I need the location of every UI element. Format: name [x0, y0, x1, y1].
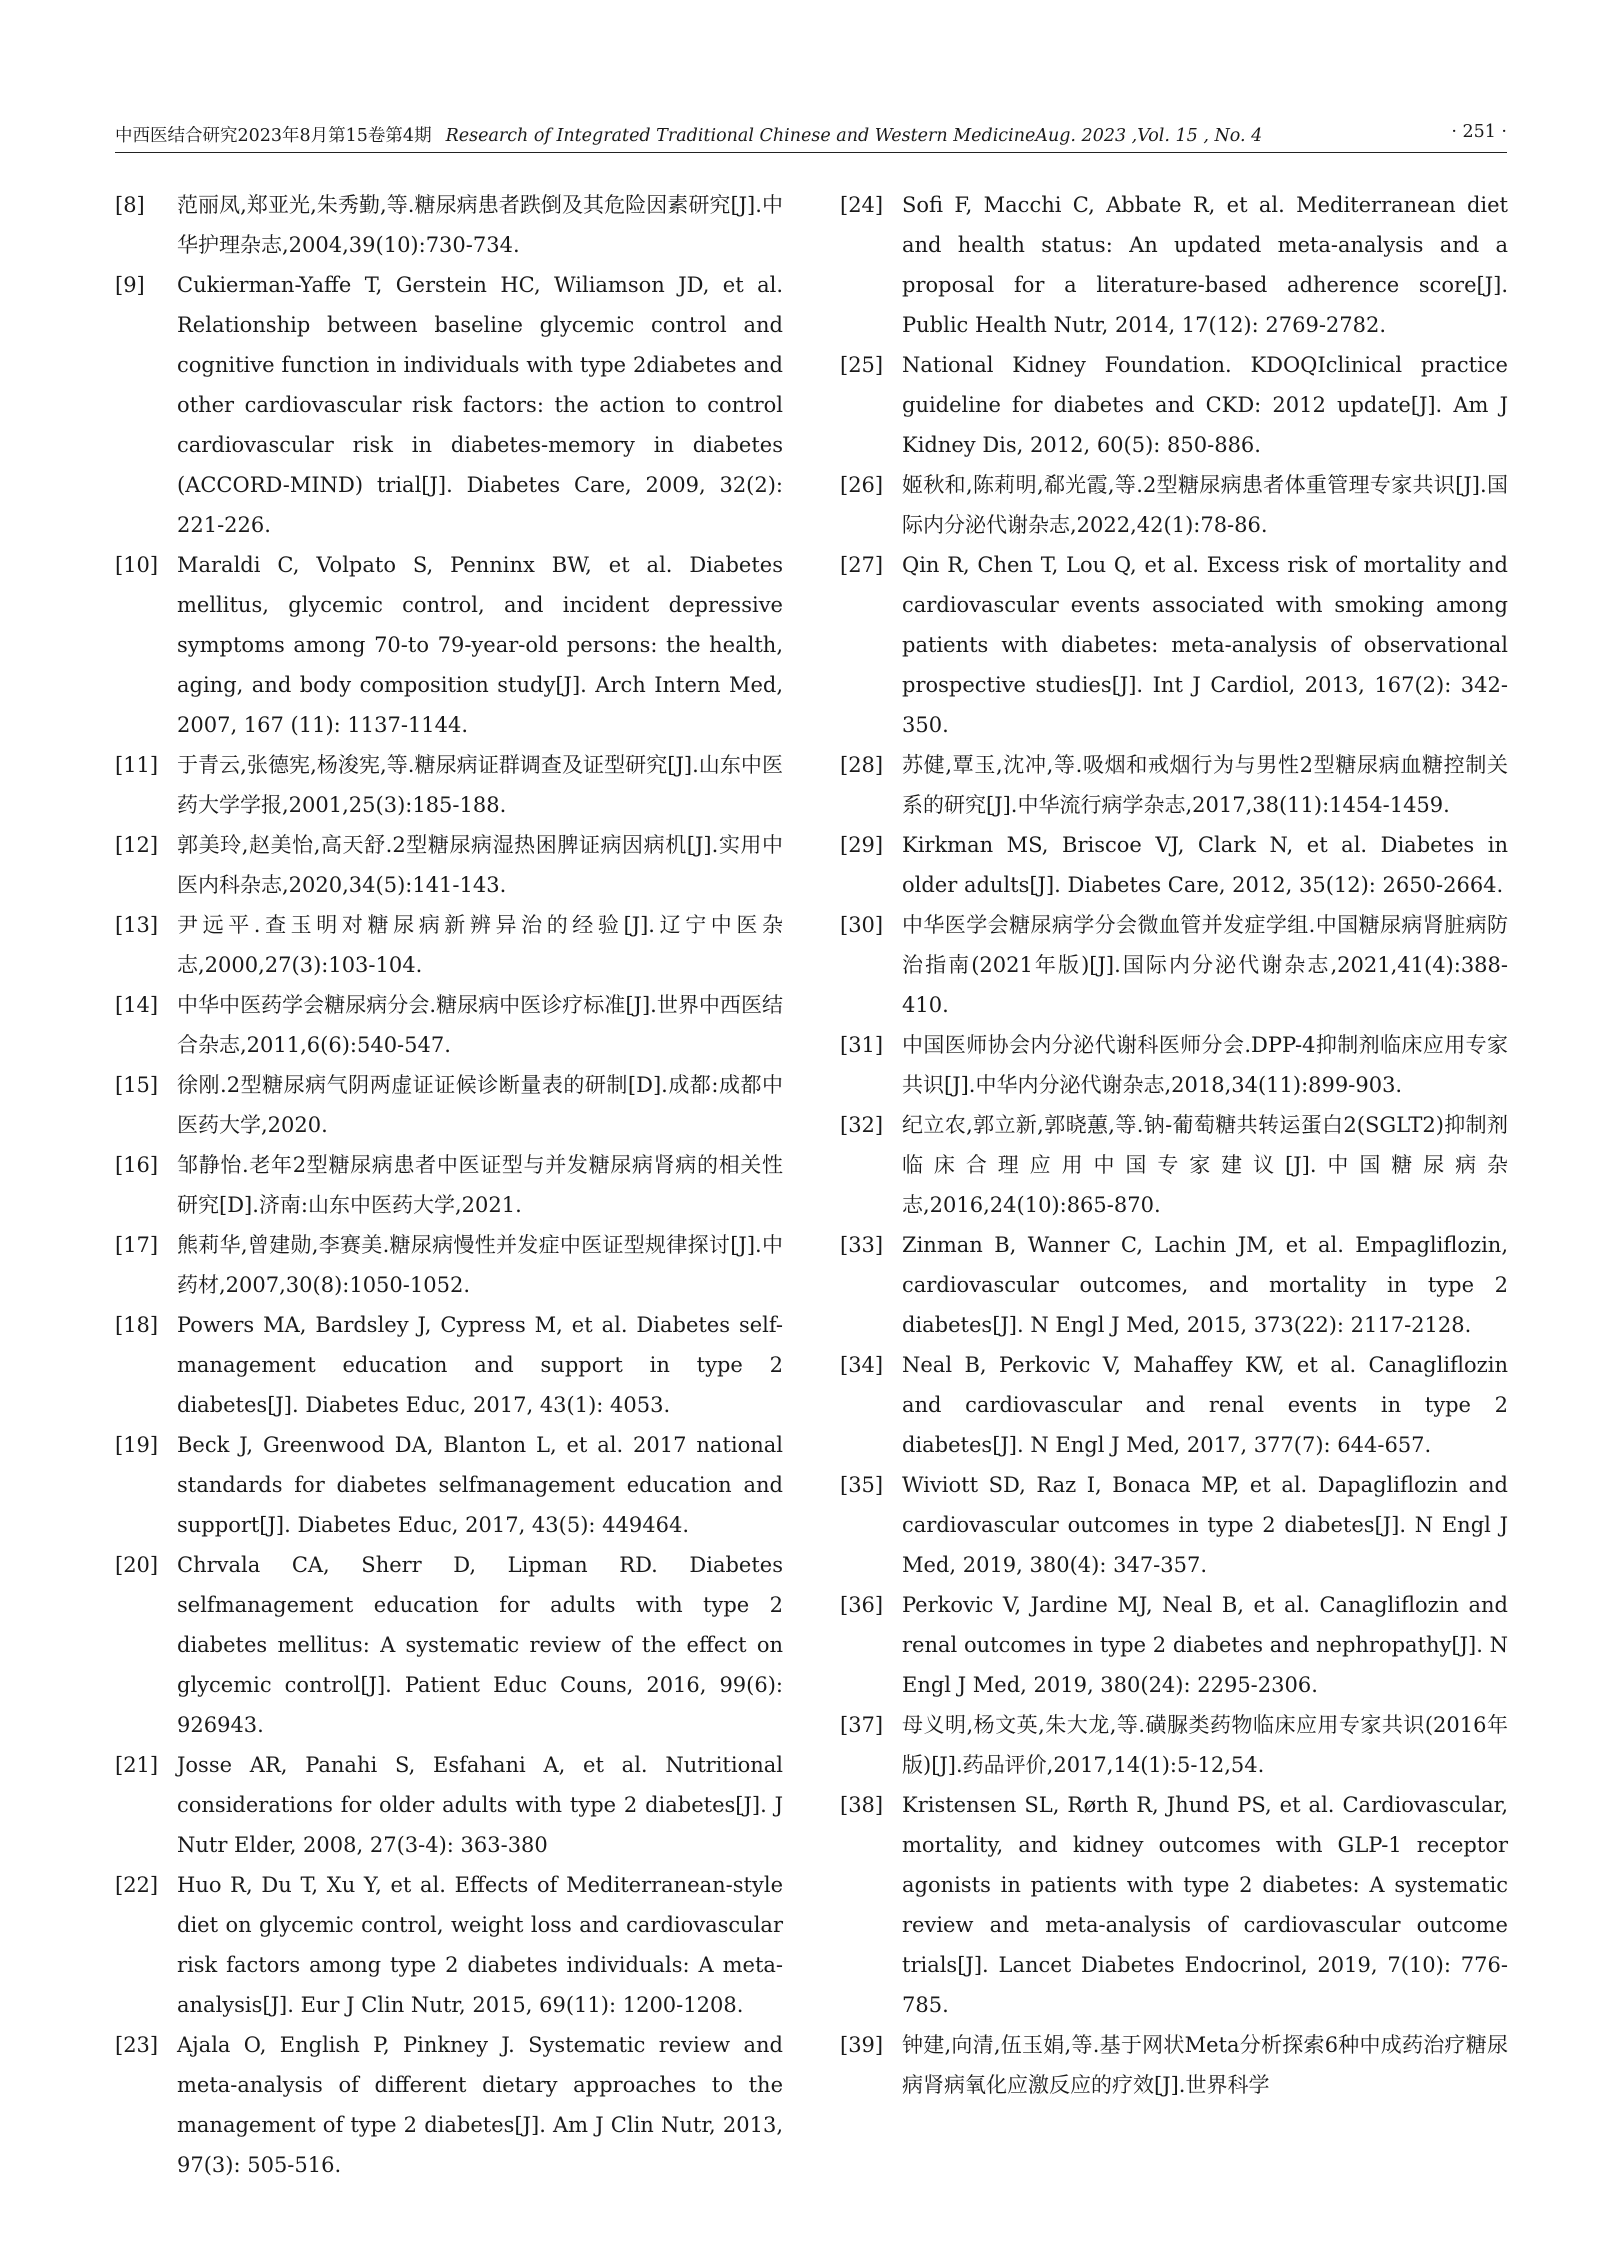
- reference-text: 母义明,杨文英,朱大龙,等.磺脲类药物临床应用专家共识(2016年版)[J].药品评价,2017,14(1):5-12,54.: [902, 1713, 1508, 1777]
- reference-text: Kristensen SL, Rørth R, Jhund PS, et al. Cardiovascular, mortality, and kidney outcomes with GLP-1 receptor agonists in patients with type 2 diabetes: A systematic review and meta-analysis of cardiovascular outcome trials[J]. Lancet Diabetes Endocrinol, 2019, 7(10): 776-785.: [902, 1793, 1508, 2017]
- reference-item: [115, 2025, 783, 2185]
- reference-text: 徐刚.2型糖尿病气阴两虚证证候诊断量表的研制[D].成都:成都中医药大学,2020.: [177, 1073, 783, 1137]
- reference-text: Sofi F, Macchi C, Abbate R, et al. Mediterranean diet and health status: An updated meta-analysis and a proposal for a literature-based adherence score[J]. Public Health Nutr, 2014, 17(12): 2769-2782.: [902, 193, 1508, 337]
- reference-item: [115, 745, 783, 825]
- reference-text: Kirkman MS, Briscoe VJ, Clark N, et al. Diabetes in older adults[J]. Diabetes Care, 2012, 35(12): 2650-2664.: [902, 833, 1508, 897]
- reference-text: Maraldi C, Volpato S, Penninx BW, et al. Diabetes mellitus, glycemic control, and incident depressive symptoms among 70-to 79-year-old persons: the health, aging, and body composition study[J]. Arch Intern Med, 2007, 167 (11): 1137-1144.: [177, 553, 783, 737]
- reference-number: [19]: [115, 1433, 159, 1457]
- reference-text: 姬秋和,陈莉明,郗光霞,等.2型糖尿病患者体重管理专家共识[J].国际内分泌代谢杂志,2022,42(1):78-86.: [902, 473, 1508, 537]
- reference-text: Powers MA, Bardsley J, Cypress M, et al. Diabetes self-management education and support in type 2 diabetes[J]. Diabetes Educ, 2017, 43(1): 4053.: [177, 1313, 783, 1417]
- reference-item: [840, 1465, 1508, 1585]
- reference-text: 郭美玲,赵美怡,高天舒.2型糖尿病湿热困脾证病因病机[J].实用中医内科杂志,2020,34(5):141-143.: [177, 833, 783, 897]
- reference-number: [16]: [115, 1153, 159, 1177]
- references-left-column: [115, 185, 783, 2185]
- reference-item: [115, 1865, 783, 2025]
- reference-item: [840, 825, 1508, 905]
- reference-number: [34]: [840, 1353, 884, 1377]
- reference-text: 范丽凤,郑亚光,朱秀勤,等.糖尿病患者跌倒及其危险因素研究[J].中华护理杂志,2004,39(10):730-734.: [177, 193, 783, 257]
- reference-item: [115, 1545, 783, 1745]
- reference-text: 于青云,张德宪,杨浚宪,等.糖尿病证群调查及证型研究[J].山东中医药大学学报,2001,25(3):185-188.: [177, 753, 783, 817]
- reference-number: [12]: [115, 833, 159, 857]
- reference-text: National Kidney Foundation. KDOQIclinical practice guideline for diabetes and CKD: 2012 update[J]. Am J Kidney Dis, 2012, 60(5): 850-886.: [902, 353, 1508, 457]
- reference-text: 中国医师协会内分泌代谢科医师分会.DPP-4抑制剂临床应用专家共识[J].中华内分泌代谢杂志,2018,34(11):899-903.: [902, 1033, 1508, 1097]
- reference-number: [18]: [115, 1313, 159, 1337]
- reference-text: Beck J, Greenwood DA, Blanton L, et al. 2017 national standards for diabetes selfmanagement education and support[J]. Diabetes Educ, 2017, 43(5): 449464.: [177, 1433, 783, 1537]
- reference-number: [38]: [840, 1793, 884, 1817]
- reference-item: [840, 1025, 1508, 1105]
- reference-text: Qin R, Chen T, Lou Q, et al. Excess risk of mortality and cardiovascular events associated with smoking among patients with diabetes: meta-analysis of observational prospective studies[J]. Int J Cardiol, 2013, 167(2): 342-350.: [902, 553, 1508, 737]
- reference-number: [15]: [115, 1073, 159, 1097]
- reference-number: [29]: [840, 833, 884, 857]
- references-right-column: [840, 185, 1508, 2105]
- reference-item: [115, 985, 783, 1065]
- page-number: · 251 ·: [1451, 122, 1507, 142]
- reference-item: [840, 1225, 1508, 1345]
- journal-title: [115, 122, 1262, 147]
- reference-item: [115, 545, 783, 745]
- reference-text: Wiviott SD, Raz I, Bonaca MP, et al. Dapagliflozin and cardiovascular outcomes in type 2 diabetes[J]. N Engl J Med, 2019, 380(4): 347-357.: [902, 1473, 1508, 1577]
- reference-text: 中华中医药学会糖尿病分会.糖尿病中医诊疗标准[J].世界中西医结合杂志,2011,6(6):540-547.: [177, 993, 783, 1057]
- reference-number: [8]: [115, 193, 145, 217]
- reference-item: [840, 1705, 1508, 1785]
- reference-item: [840, 465, 1508, 545]
- reference-item: [115, 1305, 783, 1425]
- reference-number: [30]: [840, 913, 884, 937]
- reference-number: [33]: [840, 1233, 884, 1257]
- reference-item: [840, 1105, 1508, 1225]
- reference-number: [10]: [115, 553, 159, 577]
- reference-item: [840, 345, 1508, 465]
- reference-item: [115, 825, 783, 905]
- reference-number: [13]: [115, 913, 159, 937]
- reference-number: [23]: [115, 2033, 159, 2057]
- reference-text: 熊莉华,曾建勋,李赛美.糖尿病慢性并发症中医证型规律探讨[J].中药材,2007,30(8):1050-1052.: [177, 1233, 783, 1297]
- reference-text: Chrvala CA, Sherr D, Lipman RD. Diabetes selfmanagement education for adults with type 2 diabetes mellitus: A systematic review of the effect on glycemic control[J]. Patient Educ Couns, 2016, 99(6): 926943.: [177, 1553, 783, 1737]
- running-header: [115, 118, 1507, 153]
- reference-text: 中华医学会糖尿病学分会微血管并发症学组.中国糖尿病肾脏病防治指南(2021年版)[J].国际内分泌代谢杂志,2021,41(4):388-410.: [902, 913, 1508, 1017]
- reference-number: [32]: [840, 1113, 884, 1137]
- reference-number: [20]: [115, 1553, 159, 1577]
- reference-text: Cukierman-Yaffe T, Gerstein HC, Wiliamson JD, et al. Relationship between baseline glycemic control and cognitive function in individuals with type 2diabetes and other cardiovascular risk factors: the action to control cardiovascular risk in diabetes-memory in diabetes (ACCORD-MIND) trial[J]. Diabetes Care, 2009, 32(2): 221-226.: [177, 273, 783, 537]
- reference-item: [840, 2025, 1508, 2105]
- reference-item: [840, 905, 1508, 1025]
- reference-text: 尹远平.查玉明对糖尿病新辨异治的经验[J].辽宁中医杂志,2000,27(3):103-104.: [177, 913, 783, 977]
- reference-item: [115, 905, 783, 985]
- reference-item: [840, 745, 1508, 825]
- reference-item: [115, 1425, 783, 1545]
- reference-number: [37]: [840, 1713, 884, 1737]
- reference-number: [25]: [840, 353, 884, 377]
- reference-number: [35]: [840, 1473, 884, 1497]
- reference-number: [36]: [840, 1593, 884, 1617]
- reference-text: Zinman B, Wanner C, Lachin JM, et al. Empagliflozin, cardiovascular outcomes, and mortality in type 2 diabetes[J]. N Engl J Med, 2015, 373(22): 2117-2128.: [902, 1233, 1508, 1337]
- reference-number: [9]: [115, 273, 145, 297]
- journal-title-cn: 中西医结合研究2023年8月第15卷第4期: [115, 126, 432, 146]
- reference-number: [31]: [840, 1033, 884, 1057]
- reference-item: [115, 1745, 783, 1865]
- reference-text: Perkovic V, Jardine MJ, Neal B, et al. Canagliflozin and renal outcomes in type 2 diabetes and nephropathy[J]. N Engl J Med, 2019, 380(24): 2295-2306.: [902, 1593, 1508, 1697]
- reference-text: 钟建,向清,伍玉娟,等.基于网状Meta分析探索6种中成药治疗糖尿病肾病氧化应激反应的疗效[J].世界科学: [902, 2033, 1508, 2097]
- reference-number: [22]: [115, 1873, 159, 1897]
- reference-text: Huo R, Du T, Xu Y, et al. Effects of Mediterranean-style diet on glycemic control, weight loss and cardiovascular risk factors among type 2 diabetes individuals: A meta-analysis[J]. Eur J Clin Nutr, 2015, 69(11): 1200-1208.: [177, 1873, 783, 2017]
- reference-text: 苏健,覃玉,沈冲,等.吸烟和戒烟行为与男性2型糖尿病血糖控制关系的研究[J].中华流行病学杂志,2017,38(11):1454-1459.: [902, 753, 1508, 817]
- reference-text: Ajala O, English P, Pinkney J. Systematic review and meta-analysis of different dietary approaches to the management of type 2 diabetes[J]. Am J Clin Nutr, 2013, 97(3): 505-516.: [177, 2033, 783, 2177]
- reference-number: [28]: [840, 753, 884, 777]
- reference-number: [17]: [115, 1233, 159, 1257]
- reference-item: [115, 265, 783, 545]
- reference-number: [39]: [840, 2033, 884, 2057]
- reference-item: [840, 185, 1508, 345]
- reference-item: [840, 545, 1508, 745]
- reference-text: 纪立农,郭立新,郭晓蕙,等.钠-葡萄糖共转运蛋白2(SGLT2)抑制剂临床合理应用中国专家建议[J].中国糖尿病杂志,2016,24(10):865-870.: [902, 1113, 1508, 1217]
- reference-number: [14]: [115, 993, 159, 1017]
- reference-text: 邹静怡.老年2型糖尿病患者中医证型与并发糖尿病肾病的相关性研究[D].济南:山东中医药大学,2021.: [177, 1153, 783, 1217]
- reference-number: [11]: [115, 753, 159, 777]
- reference-item: [115, 185, 783, 265]
- reference-item: [115, 1065, 783, 1145]
- reference-number: [27]: [840, 553, 884, 577]
- journal-title-en: Research of Integrated Traditional Chinese and Western MedicineAug. 2023 ,Vol. 15 , No. 4: [445, 126, 1263, 146]
- reference-item: [840, 1585, 1508, 1705]
- reference-item: [115, 1225, 783, 1305]
- reference-number: [24]: [840, 193, 884, 217]
- reference-text: Neal B, Perkovic V, Mahaffey KW, et al. Canagliflozin and cardiovascular and renal events in type 2 diabetes[J]. N Engl J Med, 2017, 377(7): 644-657.: [902, 1353, 1508, 1457]
- reference-item: [115, 1145, 783, 1225]
- reference-number: [26]: [840, 473, 884, 497]
- reference-item: [840, 1785, 1508, 2025]
- reference-text: Josse AR, Panahi S, Esfahani A, et al. Nutritional considerations for older adults with type 2 diabetes[J]. J Nutr Elder, 2008, 27(3-4): 363-380: [177, 1753, 783, 1857]
- reference-item: [840, 1345, 1508, 1465]
- reference-number: [21]: [115, 1753, 159, 1777]
